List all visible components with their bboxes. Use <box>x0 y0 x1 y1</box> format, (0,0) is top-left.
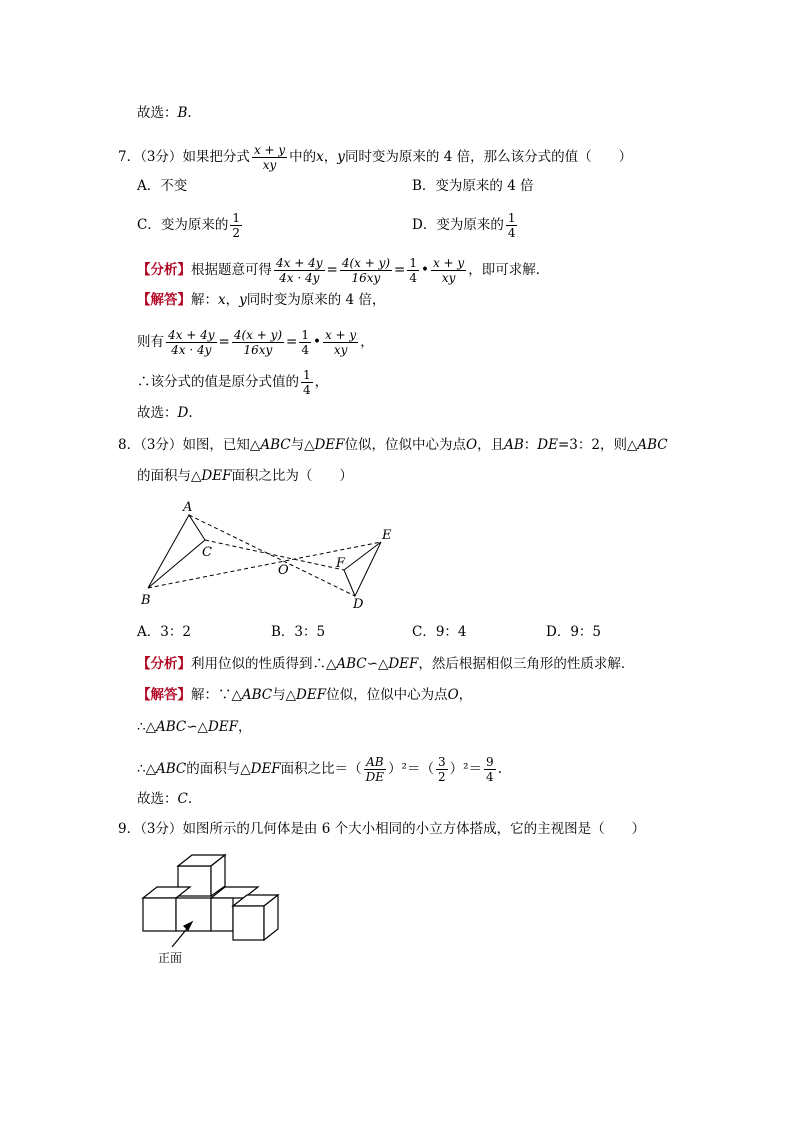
q7-option-b: B．变为原来的 4 倍 <box>412 178 534 194</box>
q7-analysis: 【分析】根据题意可得 $\frac{4x + 4y}{4x \cdot 4y}$ = $\frac{4(x + y)}{16xy}$ = $\frac{1}{4}$ • $\frac{x + y}{xy}$ ，即可求解． <box>137 256 550 285</box>
q7-answer: 故选：D. <box>137 405 193 421</box>
q7-option-c: C．变为原来的 $\frac{1}{2}$ <box>137 211 240 240</box>
label-a: A <box>183 500 193 515</box>
q8-option-a: A．3：2 <box>137 624 191 640</box>
cube-front-right <box>233 906 264 940</box>
q8-analysis: 【分析】利用位似的性质得到∴△ABC∽△DEF，然后根据相似三角形的性质求解． <box>137 656 635 672</box>
q8-solution-line2: ∴△ABC∽△DEF， <box>137 719 252 735</box>
cube-bottom-left <box>143 898 176 931</box>
q7-solution-line3: ∴该分式的值是原分式值的 $\frac{1}{4}$ ， <box>137 368 329 397</box>
q8-option-c: C．9：4 <box>412 624 467 640</box>
q7-solution-line1: 【解答】解：x，y同时变为原来的 4 倍， <box>137 292 386 308</box>
label-f: F <box>336 556 346 571</box>
q8-stem-line1: 8．（3分）如图，已知△ABC与△DEF位似，位似中心为点O，且AB：DE=3：2，则△ABC <box>118 437 668 453</box>
q8-stem-line2: 的面积与△DEF面积之比为（ ） <box>137 468 353 484</box>
label-d: D <box>353 597 364 612</box>
q8-solution-line3: ∴△ABC的面积与△DEF面积之比＝（ $\frac{AB}{DE}$ ）²＝（ $\frac{3}{2}$ ）²＝ $\frac{9}{4}$ . <box>137 755 502 784</box>
q7-option-a: A．不变 <box>137 178 188 194</box>
cube-bottom-mid <box>176 898 211 931</box>
q7-stem-fraction: $\frac{x + y}{xy}$ <box>253 143 286 172</box>
q9-stem: 9．（3分）如图所示的几何体是由 6 个大小相同的小立方体搭成，它的主视图是（ ） <box>118 821 646 837</box>
q8-option-d: D．9：5 <box>546 624 602 640</box>
q8-option-b: B．3：5 <box>271 624 326 640</box>
q6-answer: 故选：B. <box>137 105 192 121</box>
label-c: C <box>202 545 212 560</box>
front-label: 正面 <box>158 951 183 965</box>
label-o: O <box>278 563 289 578</box>
q7-solution-line2: 则有 $\frac{4x + 4y}{4x \cdot 4y}$ = $\frac{4(x + y)}{16xy}$ = $\frac{1}{4}$ • $\frac{x + y}{xy}$ ， <box>137 328 374 357</box>
label-e: E <box>382 528 392 543</box>
q7-option-d: D．变为原来的 $\frac{1}{4}$ <box>412 211 516 240</box>
q8-solution-line1: 【解答】解：∵△ABC与△DEF位似，位似中心为点O， <box>137 687 473 703</box>
q7-stem: 7．（3分）如果把分式 $\frac{x + y}{xy}$ 中的x，y同时变为原来的 4 倍，那么该分式的值（ ） <box>118 143 633 172</box>
label-b: B <box>141 593 151 608</box>
q8-answer: 故选：C. <box>137 791 193 807</box>
